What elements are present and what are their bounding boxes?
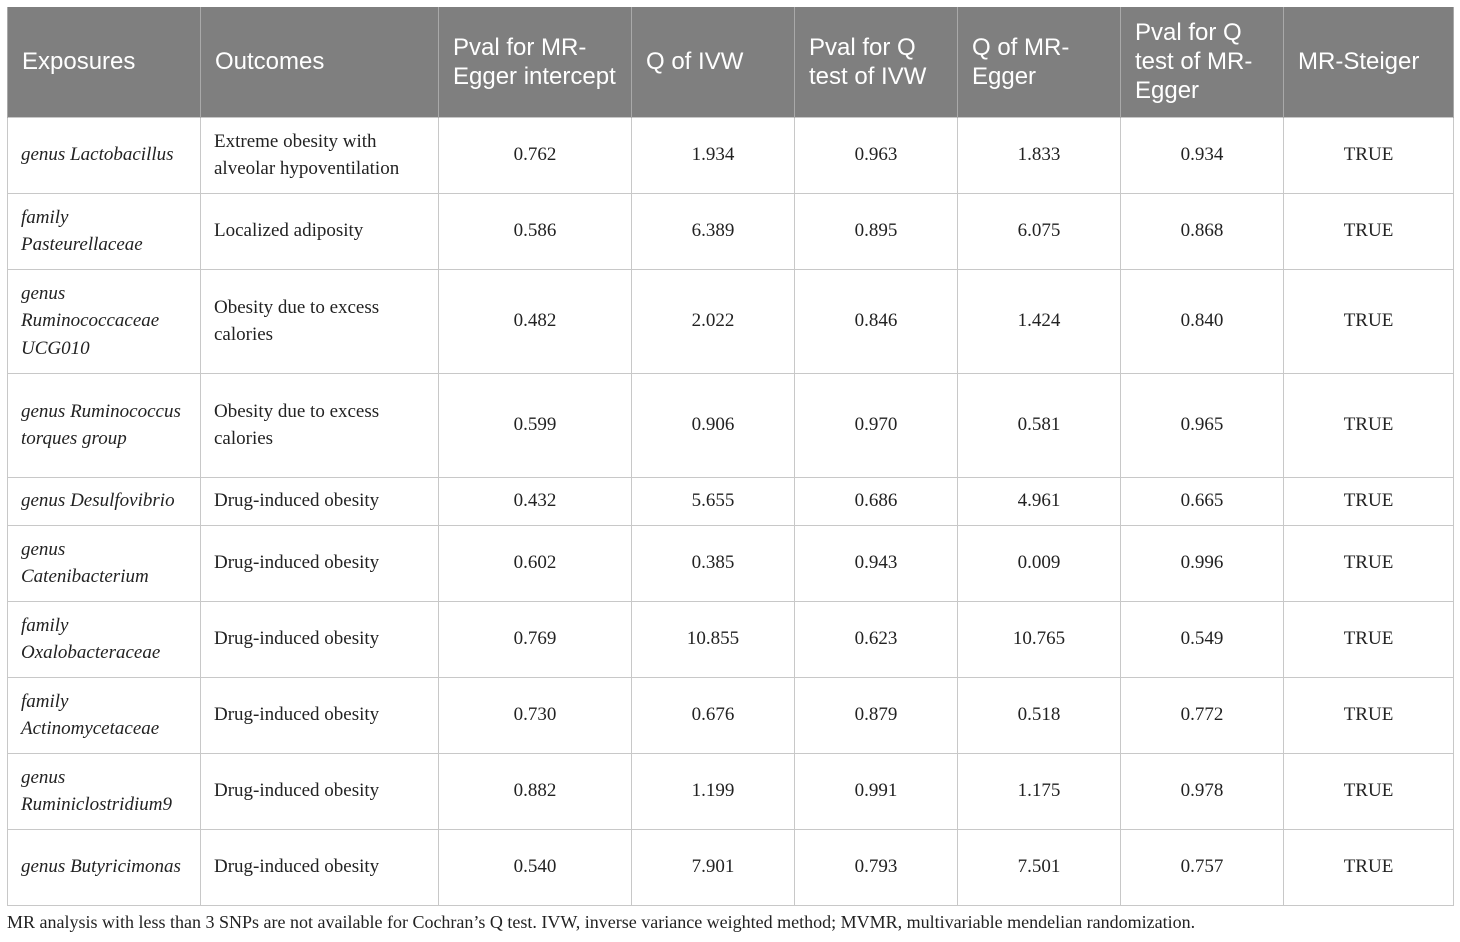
q-ivw-cell: 10.855 (632, 601, 795, 677)
pval-q-ivw-cell: 0.943 (795, 525, 958, 601)
q-egger-cell: 6.075 (958, 193, 1121, 269)
pval-q-egger-cell: 0.840 (1121, 269, 1284, 373)
pval-egger-intercept-cell: 0.762 (439, 117, 632, 193)
outcome-cell: Drug-induced obesity (201, 525, 439, 601)
mr-steiger-cell: TRUE (1284, 829, 1454, 905)
mr-steiger-cell: TRUE (1284, 753, 1454, 829)
table-row (8, 525, 1454, 601)
mr-steiger-cell: TRUE (1284, 269, 1454, 373)
table-row (8, 269, 1454, 373)
mr-steiger-cell: TRUE (1284, 477, 1454, 525)
outcome-cell: Extreme obesity with alveolar hypoventilation (201, 117, 439, 193)
table-header (8, 7, 1454, 117)
pval-q-egger-cell: 0.549 (1121, 601, 1284, 677)
pval-egger-intercept-cell: 0.882 (439, 753, 632, 829)
table-row (8, 373, 1454, 477)
pval-q-egger-cell: 0.757 (1121, 829, 1284, 905)
q-ivw-cell: 5.655 (632, 477, 795, 525)
header-mr-steiger: MR-Steiger (1284, 7, 1454, 117)
table-row (8, 829, 1454, 905)
pval-q-ivw-cell: 0.879 (795, 677, 958, 753)
pval-q-egger-cell: 0.978 (1121, 753, 1284, 829)
outcome-cell: Localized adiposity (201, 193, 439, 269)
q-egger-cell: 4.961 (958, 477, 1121, 525)
q-egger-cell: 0.009 (958, 525, 1121, 601)
q-egger-cell: 0.518 (958, 677, 1121, 753)
pval-q-ivw-cell: 0.846 (795, 269, 958, 373)
pval-egger-intercept-cell: 0.482 (439, 269, 632, 373)
table-row (8, 753, 1454, 829)
header-pval-q-ivw: Pval for Q test of IVW (795, 7, 958, 117)
mr-steiger-cell: TRUE (1284, 373, 1454, 477)
header-q-ivw: Q of IVW (632, 7, 795, 117)
table-row (8, 117, 1454, 193)
pval-q-ivw-cell: 0.963 (795, 117, 958, 193)
q-ivw-cell: 0.906 (632, 373, 795, 477)
pval-egger-intercept-cell: 0.730 (439, 677, 632, 753)
q-ivw-cell: 1.934 (632, 117, 795, 193)
pval-q-egger-cell: 0.868 (1121, 193, 1284, 269)
table-footnote: MR analysis with less than 3 SNPs are not available for Cochran’s Q test. IVW, inverse variance weighted method; MVMR, multivariable mendelian randomization. (7, 912, 1196, 932)
exposure-cell: genus Lactobacillus (8, 117, 201, 193)
q-ivw-cell: 2.022 (632, 269, 795, 373)
exposure-cell: genus Ruminococcaceae UCG010 (8, 269, 201, 373)
q-egger-cell: 1.833 (958, 117, 1121, 193)
mr-steiger-cell: TRUE (1284, 677, 1454, 753)
exposure-cell: genus Ruminiclostridium9 (8, 753, 201, 829)
header-row (8, 7, 1454, 117)
exposure-cell: family Actinomycetaceae (8, 677, 201, 753)
table-row (8, 601, 1454, 677)
exposure-cell: genus Ruminococcus torques group (8, 373, 201, 477)
q-egger-cell: 1.175 (958, 753, 1121, 829)
exposure-cell: family Oxalobacteraceae (8, 601, 201, 677)
exposure-cell: family Pasteurellaceae (8, 193, 201, 269)
q-ivw-cell: 7.901 (632, 829, 795, 905)
mr-steiger-cell: TRUE (1284, 117, 1454, 193)
q-ivw-cell: 1.199 (632, 753, 795, 829)
pval-egger-intercept-cell: 0.602 (439, 525, 632, 601)
exposure-cell: genus Butyricimonas (8, 829, 201, 905)
outcome-cell: Drug-induced obesity (201, 829, 439, 905)
q-ivw-cell: 0.676 (632, 677, 795, 753)
results-table (7, 7, 1454, 906)
outcome-cell: Drug-induced obesity (201, 477, 439, 525)
exposure-cell: genus Catenibacterium (8, 525, 201, 601)
pval-egger-intercept-cell: 0.432 (439, 477, 632, 525)
table-row (8, 477, 1454, 525)
outcome-cell: Drug-induced obesity (201, 601, 439, 677)
mr-steiger-cell: TRUE (1284, 601, 1454, 677)
pval-q-ivw-cell: 0.895 (795, 193, 958, 269)
pval-q-ivw-cell: 0.991 (795, 753, 958, 829)
pval-q-egger-cell: 0.965 (1121, 373, 1284, 477)
header-pval-egger-intercept: Pval for MR-Egger intercept (439, 7, 632, 117)
pval-q-egger-cell: 0.665 (1121, 477, 1284, 525)
pval-egger-intercept-cell: 0.586 (439, 193, 632, 269)
table-row (8, 677, 1454, 753)
exposure-cell: genus Desulfovibrio (8, 477, 201, 525)
pval-egger-intercept-cell: 0.769 (439, 601, 632, 677)
q-egger-cell: 7.501 (958, 829, 1121, 905)
pval-q-ivw-cell: 0.623 (795, 601, 958, 677)
pval-egger-intercept-cell: 0.599 (439, 373, 632, 477)
outcome-cell: Drug-induced obesity (201, 677, 439, 753)
header-exposures: Exposures (8, 7, 201, 117)
outcome-cell: Obesity due to excess calories (201, 373, 439, 477)
table-row (8, 193, 1454, 269)
mr-steiger-cell: TRUE (1284, 193, 1454, 269)
pval-q-egger-cell: 0.934 (1121, 117, 1284, 193)
mr-steiger-cell: TRUE (1284, 525, 1454, 601)
header-q-egger: Q of MR-Egger (958, 7, 1121, 117)
outcome-cell: Obesity due to excess calories (201, 269, 439, 373)
pval-q-egger-cell: 0.996 (1121, 525, 1284, 601)
pval-q-ivw-cell: 0.686 (795, 477, 958, 525)
q-egger-cell: 1.424 (958, 269, 1121, 373)
pval-q-ivw-cell: 0.793 (795, 829, 958, 905)
pval-q-egger-cell: 0.772 (1121, 677, 1284, 753)
pval-egger-intercept-cell: 0.540 (439, 829, 632, 905)
outcome-cell: Drug-induced obesity (201, 753, 439, 829)
q-ivw-cell: 0.385 (632, 525, 795, 601)
header-pval-q-egger: Pval for Q test of MR-Egger (1121, 7, 1284, 117)
q-egger-cell: 10.765 (958, 601, 1121, 677)
table-body (8, 117, 1454, 905)
q-ivw-cell: 6.389 (632, 193, 795, 269)
pval-q-ivw-cell: 0.970 (795, 373, 958, 477)
header-outcomes: Outcomes (201, 7, 439, 117)
q-egger-cell: 0.581 (958, 373, 1121, 477)
